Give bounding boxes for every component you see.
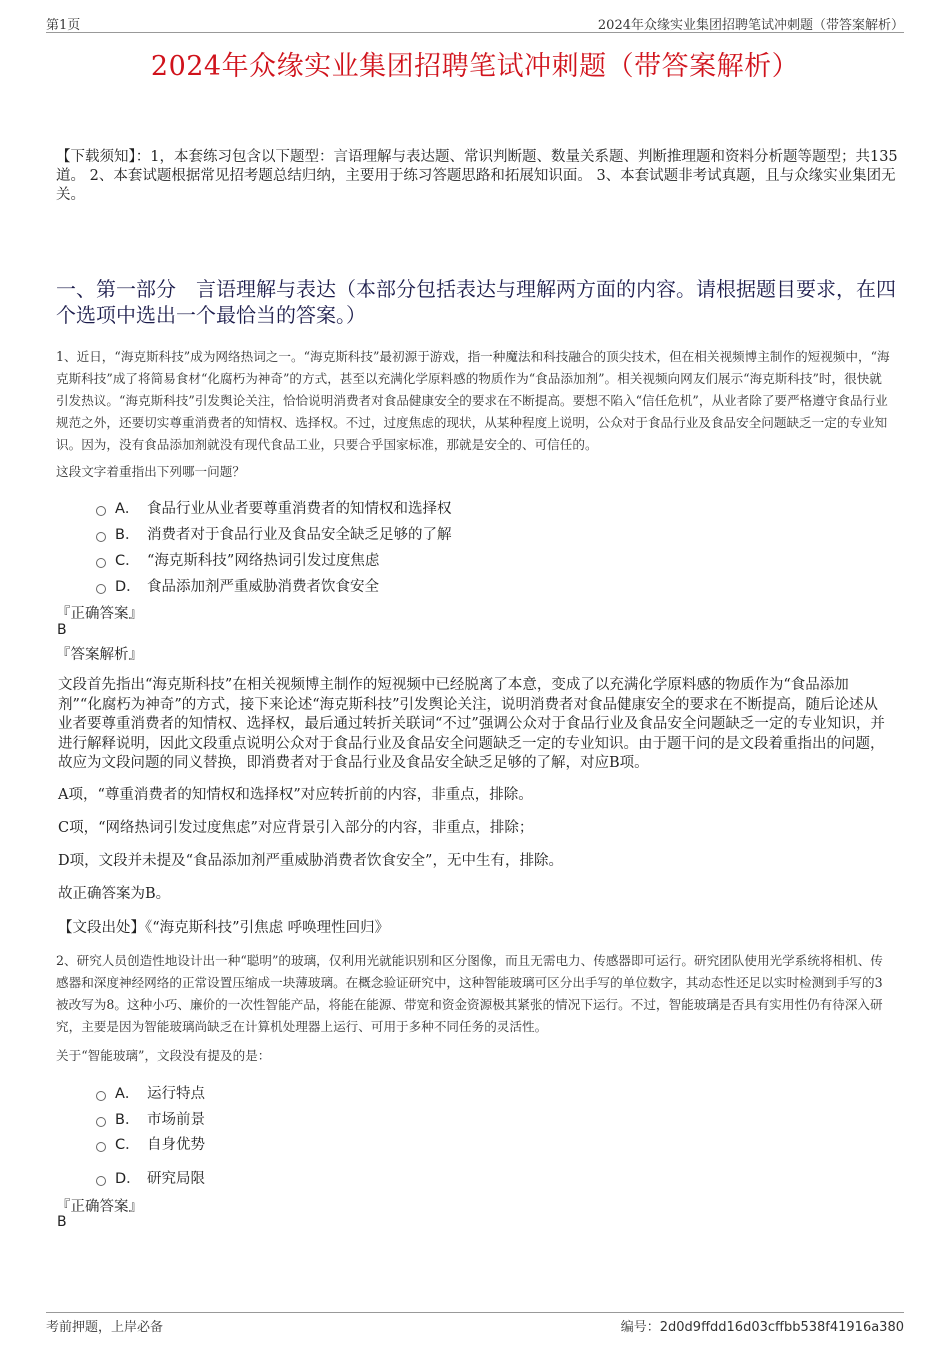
analysis-conclusion: 故正确答案为B。 bbox=[58, 886, 171, 902]
question-1-answer-label: 『正确答案』 bbox=[56, 606, 143, 622]
question-1-option-d[interactable] bbox=[96, 575, 379, 596]
option-label: D． bbox=[115, 579, 141, 595]
option-text: 研究局限 bbox=[147, 1171, 205, 1187]
option-text: 食品添加剂严重威胁消费者饮食安全 bbox=[147, 579, 379, 595]
option-label: B． bbox=[115, 527, 140, 543]
document-code-value: 2d0d9ffdd16d03cffbb538f41916a380 bbox=[659, 1320, 904, 1335]
option-text: “海克斯科技”网络热词引发过度焦虑 bbox=[147, 553, 380, 569]
analysis-line-a: A项，“尊重消费者的知情权和选择权”对应转折前的内容，非重点，排除。 bbox=[58, 787, 533, 803]
radio-icon[interactable] bbox=[96, 1142, 106, 1152]
page-number: 第1页 bbox=[46, 18, 81, 33]
question-1-option-c[interactable] bbox=[96, 549, 379, 570]
analysis-line-c: C项，“网络热词引发过度焦虑”对应背景引入部分的内容，非重点，排除； bbox=[58, 820, 534, 836]
question-1-prompt: 这段文字着重指出下列哪一问题？ bbox=[56, 464, 245, 479]
section-title: 一、第一部分 言语理解与表达（本部分包括表达与理解两方面的内容。请根据题目要求，在四个选项中选出一个最恰当的答案。） bbox=[56, 277, 896, 327]
question-1-analysis-label: 『答案解析』 bbox=[56, 647, 143, 663]
option-text: 运行特点 bbox=[147, 1086, 205, 1102]
question-2-option-a[interactable] bbox=[96, 1082, 205, 1103]
radio-icon[interactable] bbox=[96, 584, 106, 594]
radio-icon[interactable] bbox=[96, 558, 106, 568]
option-label: C． bbox=[115, 553, 140, 569]
question-2-option-c[interactable] bbox=[96, 1133, 205, 1154]
question-1-analysis: 文段首先指出“海克斯科技”在相关视频博主制作的短视频中已经脱离了本意，变成了以充满化学原料感的物质作为“食品添加剂”“化腐朽为神奇”的方式，接下来论述“海克斯科技”引发舆论关注，说明消费者对食品健康安全的要求在不断提高，随后论述从业者要尊重消费者的知情权、选择权，最后通过转折关联词“不过”强调公众对于食品行业及食品安全问题缺乏一定的专业知识，并进行解释说明，因此文段重点说明公众对于食品行业及食品安全问题缺乏一定的专业知识。由于题干问的是文段着重指出的问题，故应为文段问题的同义替换，即消费者对于食品行业及食品安全缺乏足够的了解，对应B项。 bbox=[58, 677, 885, 771]
option-text: 消费者对于食品行业及食品安全缺乏足够的了解 bbox=[147, 527, 452, 543]
option-label: A． bbox=[115, 1086, 140, 1102]
question-1-option-b[interactable] bbox=[96, 523, 452, 544]
question-1-text: 1、近日，“海克斯科技”成为网络热词之一。“海克斯科技”最初源于游戏，指一种魔法和科技融合的顶尖技术，但在相关视频博主制作的短视频中，“海克斯科技”成了将简易食材“化腐朽为神奇”的方式，甚至以充满化学原料感的物质作为“食品添加剂”。相关视频向网友们展示“海克斯科技”时，很快就引发热议。“海克斯科技”引发舆论关注，恰恰说明消费者对食品健康安全的要求在不断提高。要想不陷入“信任危机”，从业者除了要严格遵守食品行业规范之外，还要切实尊重消费者的知情权、选择权。不过，过度焦虑的现状，从某种程度上说明，公众对于食品行业及食品安全问题缺乏一定的专业知识。因为，没有食品添加剂就没有现代食品工业，只要合乎国家标准，那就是安全的、可信任的。 bbox=[56, 349, 890, 452]
question-1-answer: B bbox=[57, 622, 67, 638]
option-label: B． bbox=[115, 1112, 140, 1128]
option-text: 食品行业从业者要尊重消费者的知情权和选择权 bbox=[147, 501, 452, 517]
page-header bbox=[46, 12, 904, 33]
page-footer bbox=[46, 1312, 904, 1333]
option-label: C． bbox=[115, 1137, 140, 1153]
radio-icon[interactable] bbox=[96, 506, 106, 516]
question-2-answer: B bbox=[57, 1214, 67, 1230]
radio-icon[interactable] bbox=[96, 532, 106, 542]
option-text: 市场前景 bbox=[147, 1112, 205, 1128]
header-doc-title: 2024年众缘实业集团招聘笔试冲刺题（带答案解析） bbox=[597, 18, 904, 33]
question-2-option-d[interactable] bbox=[96, 1167, 205, 1188]
question-2-option-b[interactable] bbox=[96, 1108, 205, 1129]
option-label: D． bbox=[115, 1171, 141, 1187]
radio-icon[interactable] bbox=[96, 1117, 106, 1127]
download-notice: 【下载须知】：1，本套练习包含以下题型：言语理解与表达题、常识判断题、数量关系题、判断推理题和资料分析题等题型；共135道。 2、本套试题根据常见招考题总结归纳，主要用于练习答题思路和拓展知识面。 3、本套试题非考试真题，且与众缘实业集团无关。 bbox=[56, 149, 898, 203]
option-text: 自身优势 bbox=[147, 1137, 205, 1153]
analysis-line-d: D项，文段并未提及“食品添加剂严重威胁消费者饮食安全”，无中生有，排除。 bbox=[58, 853, 563, 869]
option-label: A． bbox=[115, 501, 140, 517]
radio-icon[interactable] bbox=[96, 1176, 106, 1186]
question-2-answer-label: 『正确答案』 bbox=[56, 1199, 143, 1215]
document-code bbox=[621, 1316, 904, 1335]
document-code-label: 编号： bbox=[620, 1320, 660, 1335]
radio-icon[interactable] bbox=[96, 1091, 106, 1101]
question-2-text: 2、研究人员创造性地设计出一种“聪明”的玻璃，仅利用光就能识别和区分图像，而且无需电力、传感器即可运行。研究团队使用光学系统将相机、传感器和深度神经网络的正常设置压缩成一块薄玻璃。在概念验证研究中，这种智能玻璃可区分出手写的单位数字，其动态性还足以实时检测到手写的3被改写为8。这种小巧、廉价的一次性智能产品，将能在能源、带宽和资金资源极其紧张的情况下运行。不过，智能玻璃是否具有实用性仍有待深入研究，主要是因为智能玻璃尚缺乏在计算机处理器上运行、可用于多种不同任务的灵活性。 bbox=[56, 953, 883, 1034]
footer-slogan: 考前押题，上岸必备 bbox=[46, 1320, 164, 1335]
question-2-prompt: 关于“智能玻璃”，文段没有提及的是： bbox=[56, 1048, 271, 1063]
document-title: 2024年众缘实业集团招聘笔试冲刺题（带答案解析） bbox=[150, 51, 800, 82]
question-1-source: 【文段出处】《“海克斯科技”引焦虑 呼唤理性回归》 bbox=[58, 920, 390, 936]
question-1-option-a[interactable] bbox=[96, 497, 452, 518]
